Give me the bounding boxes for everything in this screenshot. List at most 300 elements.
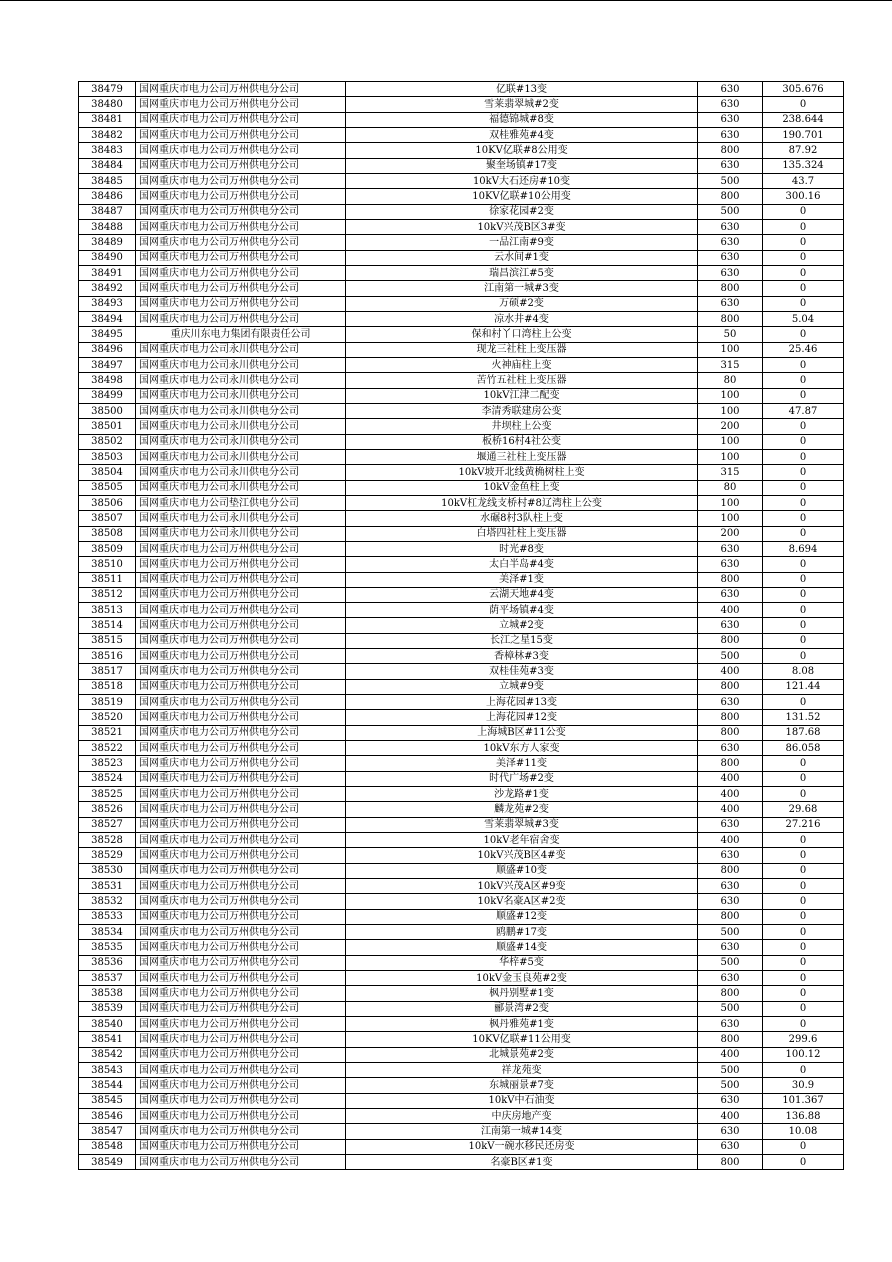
org-cell: 国网重庆市电力公司永川供电分公司 [136, 388, 346, 403]
table-row [79, 296, 844, 311]
org-cell: 国网重庆市电力公司万州供电分公司 [136, 158, 346, 173]
org-cell: 国网重庆市电力公司万州供电分公司 [136, 1108, 346, 1123]
capacity-cell: 200 [698, 526, 763, 541]
table-row [79, 863, 844, 878]
capacity-cell: 630 [698, 97, 763, 112]
org-cell: 国网重庆市电力公司万州供电分公司 [136, 1063, 346, 1078]
table-row [79, 373, 844, 388]
table-body [79, 82, 844, 1170]
org-cell: 国网重庆市电力公司万州供电分公司 [136, 281, 346, 296]
capacity-cell: 400 [698, 1108, 763, 1123]
table-row [79, 817, 844, 832]
capacity-cell: 630 [698, 879, 763, 894]
org-cell: 重庆川东电力集团有限责任公司 [136, 327, 346, 342]
table-row [79, 1139, 844, 1154]
load-cell: 43.7 [763, 173, 844, 188]
load-cell: 0 [763, 787, 844, 802]
table-row [79, 97, 844, 112]
table-row [79, 1017, 844, 1032]
transformer-name-cell: 10kV金玉良苑#2变 [346, 971, 698, 986]
capacity-cell: 400 [698, 787, 763, 802]
table-row [79, 511, 844, 526]
transformer-name-cell: 白塔四社柱上变压器 [346, 526, 698, 541]
org-cell: 国网重庆市电力公司万州供电分公司 [136, 204, 346, 219]
capacity-cell: 500 [698, 173, 763, 188]
capacity-cell: 80 [698, 480, 763, 495]
load-cell: 0 [763, 894, 844, 909]
row-id-cell: 38485 [79, 173, 136, 188]
org-cell: 国网重庆市电力公司万州供电分公司 [136, 833, 346, 848]
load-cell: 0 [763, 434, 844, 449]
capacity-cell: 630 [698, 219, 763, 234]
load-cell: 0 [763, 879, 844, 894]
capacity-cell: 630 [698, 618, 763, 633]
row-id-cell: 38482 [79, 127, 136, 142]
org-cell: 国网重庆市电力公司万州供电分公司 [136, 909, 346, 924]
transformer-name-cell: 太白半岛#4变 [346, 557, 698, 572]
table-row [79, 679, 844, 694]
transformer-name-cell: 10kV东方人家变 [346, 741, 698, 756]
load-cell: 0 [763, 833, 844, 848]
row-id-cell: 38538 [79, 986, 136, 1001]
transformer-name-cell: 时代广场#2变 [346, 771, 698, 786]
transformer-name-cell: 上海城B区#11公变 [346, 725, 698, 740]
org-cell: 国网重庆市电力公司万州供电分公司 [136, 250, 346, 265]
table-row [79, 1093, 844, 1108]
row-id-cell: 38517 [79, 664, 136, 679]
table-row [79, 833, 844, 848]
load-cell: 0 [763, 848, 844, 863]
capacity-cell: 800 [698, 1032, 763, 1047]
row-id-cell: 38509 [79, 541, 136, 556]
org-cell: 国网重庆市电力公司万州供电分公司 [136, 1154, 346, 1169]
table-row [79, 82, 844, 97]
load-cell: 0 [763, 587, 844, 602]
transformer-name-cell: 10kV大石还房#10变 [346, 173, 698, 188]
transformer-name-cell: 香樟林#3变 [346, 649, 698, 664]
row-id-cell: 38531 [79, 879, 136, 894]
capacity-cell: 630 [698, 112, 763, 127]
capacity-cell: 800 [698, 1154, 763, 1169]
org-cell: 国网重庆市电力公司万州供电分公司 [136, 863, 346, 878]
org-cell: 国网重庆市电力公司万州供电分公司 [136, 603, 346, 618]
row-id-cell: 38487 [79, 204, 136, 219]
capacity-cell: 500 [698, 955, 763, 970]
org-cell: 国网重庆市电力公司万州供电分公司 [136, 1017, 346, 1032]
capacity-cell: 400 [698, 802, 763, 817]
table-row [79, 925, 844, 940]
row-id-cell: 38496 [79, 342, 136, 357]
row-id-cell: 38536 [79, 955, 136, 970]
capacity-cell: 500 [698, 204, 763, 219]
org-cell: 国网重庆市电力公司永川供电分公司 [136, 403, 346, 418]
capacity-cell: 400 [698, 833, 763, 848]
row-id-cell: 38522 [79, 741, 136, 756]
transformer-name-cell: 中庆房地产变 [346, 1108, 698, 1123]
load-cell: 0 [763, 756, 844, 771]
capacity-cell: 630 [698, 1017, 763, 1032]
transformer-name-cell: 美泽#11变 [346, 756, 698, 771]
load-cell: 0 [763, 909, 844, 924]
table-row [79, 1047, 844, 1062]
table-row [79, 219, 844, 234]
transformer-name-cell: 郦景湾#2变 [346, 1001, 698, 1016]
capacity-cell: 100 [698, 403, 763, 418]
table-row [79, 955, 844, 970]
transformer-name-cell: 麟龙苑#2变 [346, 802, 698, 817]
load-cell: 0 [763, 495, 844, 510]
row-id-cell: 38499 [79, 388, 136, 403]
capacity-cell: 100 [698, 449, 763, 464]
capacity-cell: 630 [698, 127, 763, 142]
transformer-name-cell: 顺盛#12变 [346, 909, 698, 924]
load-cell: 0 [763, 572, 844, 587]
org-cell: 国网重庆市电力公司万州供电分公司 [136, 296, 346, 311]
transformer-name-cell: 福德锦城#8变 [346, 112, 698, 127]
load-cell: 47.87 [763, 403, 844, 418]
capacity-cell: 400 [698, 664, 763, 679]
row-id-cell: 38510 [79, 557, 136, 572]
load-cell: 27.216 [763, 817, 844, 832]
transformer-name-cell: 徐家花园#2变 [346, 204, 698, 219]
org-cell: 国网重庆市电力公司永川供电分公司 [136, 449, 346, 464]
transformer-name-cell: 美泽#1变 [346, 572, 698, 587]
table-row [79, 633, 844, 648]
row-id-cell: 38526 [79, 802, 136, 817]
row-id-cell: 38525 [79, 787, 136, 802]
capacity-cell: 400 [698, 603, 763, 618]
capacity-cell: 500 [698, 925, 763, 940]
capacity-cell: 800 [698, 756, 763, 771]
row-id-cell: 38535 [79, 940, 136, 955]
table-row [79, 235, 844, 250]
row-id-cell: 38547 [79, 1124, 136, 1139]
capacity-cell: 800 [698, 725, 763, 740]
load-cell: 0 [763, 97, 844, 112]
table-row [79, 557, 844, 572]
org-cell: 国网重庆市电力公司万州供电分公司 [136, 1124, 346, 1139]
org-cell: 国网重庆市电力公司万州供电分公司 [136, 710, 346, 725]
capacity-cell: 50 [698, 327, 763, 342]
transformer-name-cell: 火神庙柱上变 [346, 357, 698, 372]
row-id-cell: 38524 [79, 771, 136, 786]
transformer-name-cell: 10kV兴茂A区#9变 [346, 879, 698, 894]
capacity-cell: 800 [698, 863, 763, 878]
transformer-name-cell: 北城景苑#2变 [346, 1047, 698, 1062]
table-row [79, 879, 844, 894]
capacity-cell: 630 [698, 1139, 763, 1154]
capacity-cell: 400 [698, 1047, 763, 1062]
table-row [79, 173, 844, 188]
transformer-name-cell: 名豪B区#1变 [346, 1154, 698, 1169]
org-cell: 国网重庆市电力公司永川供电分公司 [136, 357, 346, 372]
table-row [79, 848, 844, 863]
table-row [79, 1124, 844, 1139]
org-cell: 国网重庆市电力公司万州供电分公司 [136, 955, 346, 970]
row-id-cell: 38508 [79, 526, 136, 541]
transformer-name-cell: 枫丹别墅#1变 [346, 986, 698, 1001]
load-cell: 10.08 [763, 1124, 844, 1139]
row-id-cell: 38539 [79, 1001, 136, 1016]
row-id-cell: 38541 [79, 1032, 136, 1047]
table-row [79, 741, 844, 756]
row-id-cell: 38494 [79, 311, 136, 326]
load-cell: 0 [763, 940, 844, 955]
row-id-cell: 38488 [79, 219, 136, 234]
capacity-cell: 800 [698, 572, 763, 587]
transformer-name-cell: 堰通三社柱上变压器 [346, 449, 698, 464]
row-id-cell: 38513 [79, 603, 136, 618]
transformer-name-cell: 上海花园#13变 [346, 695, 698, 710]
org-cell: 国网重庆市电力公司万州供电分公司 [136, 679, 346, 694]
table-row [79, 449, 844, 464]
row-id-cell: 38493 [79, 296, 136, 311]
load-cell: 305.676 [763, 82, 844, 97]
load-cell: 0 [763, 511, 844, 526]
org-cell: 国网重庆市电力公司万州供电分公司 [136, 879, 346, 894]
org-cell: 国网重庆市电力公司万州供电分公司 [136, 265, 346, 280]
table-row [79, 664, 844, 679]
table-row [79, 357, 844, 372]
transformer-name-cell: 沙龙路#1变 [346, 787, 698, 802]
capacity-cell: 500 [698, 1078, 763, 1093]
row-id-cell: 38506 [79, 495, 136, 510]
transformer-name-cell: 10KV亿联#10公用变 [346, 189, 698, 204]
transformer-name-cell: 10kV兴茂B区3#变 [346, 219, 698, 234]
capacity-cell: 630 [698, 250, 763, 265]
row-id-cell: 38511 [79, 572, 136, 587]
capacity-cell: 800 [698, 986, 763, 1001]
capacity-cell: 100 [698, 434, 763, 449]
table-row [79, 971, 844, 986]
row-id-cell: 38480 [79, 97, 136, 112]
capacity-cell: 630 [698, 817, 763, 832]
transformer-name-cell: 荫平场镇#4变 [346, 603, 698, 618]
row-id-cell: 38523 [79, 756, 136, 771]
capacity-cell: 630 [698, 541, 763, 556]
capacity-cell: 630 [698, 82, 763, 97]
transformer-name-cell: 10kV杠龙线支桥村#8辽湾柱上公变 [346, 495, 698, 510]
transformer-name-cell: 上海花园#12变 [346, 710, 698, 725]
row-id-cell: 38498 [79, 373, 136, 388]
table-row [79, 710, 844, 725]
org-cell: 国网重庆市电力公司万州供电分公司 [136, 112, 346, 127]
capacity-cell: 100 [698, 342, 763, 357]
table-row [79, 495, 844, 510]
org-cell: 国网重庆市电力公司万州供电分公司 [136, 664, 346, 679]
capacity-cell: 630 [698, 741, 763, 756]
table-row [79, 940, 844, 955]
org-cell: 国网重庆市电力公司万州供电分公司 [136, 940, 346, 955]
org-cell: 国网重庆市电力公司万州供电分公司 [136, 541, 346, 556]
row-id-cell: 38501 [79, 419, 136, 434]
row-id-cell: 38518 [79, 679, 136, 694]
capacity-cell: 80 [698, 373, 763, 388]
org-cell: 国网重庆市电力公司万州供电分公司 [136, 925, 346, 940]
org-cell: 国网重庆市电力公司万州供电分公司 [136, 173, 346, 188]
capacity-cell: 630 [698, 848, 763, 863]
table-row [79, 771, 844, 786]
org-cell: 国网重庆市电力公司万州供电分公司 [136, 557, 346, 572]
transformer-name-cell: 10kV一碗水移民还房变 [346, 1139, 698, 1154]
org-cell: 国网重庆市电力公司永川供电分公司 [136, 511, 346, 526]
org-cell: 国网重庆市电力公司万州供电分公司 [136, 618, 346, 633]
capacity-cell: 800 [698, 143, 763, 158]
load-cell: 131.52 [763, 710, 844, 725]
table-row [79, 327, 844, 342]
load-cell: 0 [763, 1154, 844, 1169]
transformer-name-cell: 立城#9变 [346, 679, 698, 694]
load-cell: 0 [763, 695, 844, 710]
capacity-cell: 630 [698, 587, 763, 602]
transformer-name-cell: 凉水井#4变 [346, 311, 698, 326]
load-cell: 299.6 [763, 1032, 844, 1047]
transformer-name-cell: 10kV江津二配变 [346, 388, 698, 403]
capacity-cell: 500 [698, 1001, 763, 1016]
transformer-name-cell: 枫丹雅苑#1变 [346, 1017, 698, 1032]
row-id-cell: 38534 [79, 925, 136, 940]
transformer-name-cell: 雪莱翡翠城#2变 [346, 97, 698, 112]
load-cell: 0 [763, 1017, 844, 1032]
org-cell: 国网重庆市电力公司万州供电分公司 [136, 1139, 346, 1154]
org-cell: 国网重庆市电力公司万州供电分公司 [136, 82, 346, 97]
table-row [79, 158, 844, 173]
load-cell: 8.08 [763, 664, 844, 679]
row-id-cell: 38490 [79, 250, 136, 265]
load-cell: 187.68 [763, 725, 844, 740]
load-cell: 8.694 [763, 541, 844, 556]
org-cell: 国网重庆市电力公司万州供电分公司 [136, 725, 346, 740]
load-cell: 0 [763, 526, 844, 541]
load-cell: 190.701 [763, 127, 844, 142]
row-id-cell: 38530 [79, 863, 136, 878]
row-id-cell: 38546 [79, 1108, 136, 1123]
load-cell: 0 [763, 1139, 844, 1154]
table-row [79, 603, 844, 618]
org-cell: 国网重庆市电力公司万州供电分公司 [136, 817, 346, 832]
capacity-cell: 630 [698, 940, 763, 955]
capacity-cell: 630 [698, 158, 763, 173]
load-cell: 0 [763, 603, 844, 618]
load-cell: 0 [763, 925, 844, 940]
table-row [79, 419, 844, 434]
table-row [79, 480, 844, 495]
org-cell: 国网重庆市电力公司万州供电分公司 [136, 741, 346, 756]
org-cell: 国网重庆市电力公司万州供电分公司 [136, 633, 346, 648]
org-cell: 国网重庆市电力公司万州供电分公司 [136, 756, 346, 771]
page-top-rule [0, 0, 892, 1]
load-cell: 0 [763, 235, 844, 250]
transformer-name-cell: 顺盛#10变 [346, 863, 698, 878]
load-cell: 0 [763, 480, 844, 495]
load-cell: 30.9 [763, 1078, 844, 1093]
row-id-cell: 38486 [79, 189, 136, 204]
row-id-cell: 38503 [79, 449, 136, 464]
transformer-name-cell: 万硕#2变 [346, 296, 698, 311]
transformer-name-cell: 祥龙苑变 [346, 1063, 698, 1078]
row-id-cell: 38542 [79, 1047, 136, 1062]
transformer-name-cell: 板桥16村4社公变 [346, 434, 698, 449]
org-cell: 国网重庆市电力公司万州供电分公司 [136, 848, 346, 863]
transformer-name-cell: 双桂雅苑#4变 [346, 127, 698, 142]
row-id-cell: 38549 [79, 1154, 136, 1169]
row-id-cell: 38545 [79, 1093, 136, 1108]
transformer-name-cell: 井坝柱上公变 [346, 419, 698, 434]
row-id-cell: 38519 [79, 695, 136, 710]
capacity-cell: 100 [698, 388, 763, 403]
row-id-cell: 38548 [79, 1139, 136, 1154]
load-cell: 300.16 [763, 189, 844, 204]
load-cell: 29.68 [763, 802, 844, 817]
table-row [79, 618, 844, 633]
load-cell: 0 [763, 204, 844, 219]
load-cell: 0 [763, 771, 844, 786]
org-cell: 国网重庆市电力公司万州供电分公司 [136, 971, 346, 986]
table-row [79, 281, 844, 296]
capacity-cell: 800 [698, 909, 763, 924]
load-cell: 0 [763, 633, 844, 648]
table-row [79, 587, 844, 602]
table-row [79, 265, 844, 280]
table-row [79, 787, 844, 802]
capacity-cell: 100 [698, 495, 763, 510]
row-id-cell: 38527 [79, 817, 136, 832]
transformer-name-cell: 保和村丫口湾柱上公变 [346, 327, 698, 342]
table-row [79, 1032, 844, 1047]
transformer-name-cell: 10KV亿联#8公用变 [346, 143, 698, 158]
table-row [79, 465, 844, 480]
load-cell: 0 [763, 296, 844, 311]
row-id-cell: 38491 [79, 265, 136, 280]
row-id-cell: 38529 [79, 848, 136, 863]
load-cell: 0 [763, 986, 844, 1001]
load-cell: 0 [763, 1063, 844, 1078]
capacity-cell: 800 [698, 633, 763, 648]
org-cell: 国网重庆市电力公司万州供电分公司 [136, 649, 346, 664]
transformer-name-cell: 云湖天地#4变 [346, 587, 698, 602]
row-id-cell: 38515 [79, 633, 136, 648]
capacity-cell: 630 [698, 1124, 763, 1139]
capacity-cell: 500 [698, 649, 763, 664]
row-id-cell: 38537 [79, 971, 136, 986]
org-cell: 国网重庆市电力公司万州供电分公司 [136, 587, 346, 602]
capacity-cell: 630 [698, 1093, 763, 1108]
org-cell: 国网重庆市电力公司永川供电分公司 [136, 526, 346, 541]
row-id-cell: 38533 [79, 909, 136, 924]
table-row [79, 1154, 844, 1169]
capacity-cell: 630 [698, 557, 763, 572]
transformer-name-cell: 10kV中石油变 [346, 1093, 698, 1108]
row-id-cell: 38543 [79, 1063, 136, 1078]
table-row [79, 204, 844, 219]
load-cell: 100.12 [763, 1047, 844, 1062]
load-cell: 0 [763, 419, 844, 434]
transformer-name-cell: 长江之星15变 [346, 633, 698, 648]
capacity-cell: 630 [698, 235, 763, 250]
row-id-cell: 38544 [79, 1078, 136, 1093]
capacity-cell: 800 [698, 710, 763, 725]
row-id-cell: 38520 [79, 710, 136, 725]
load-cell: 136.88 [763, 1108, 844, 1123]
table-row [79, 1001, 844, 1016]
capacity-cell: 630 [698, 971, 763, 986]
load-cell: 0 [763, 649, 844, 664]
load-cell: 0 [763, 265, 844, 280]
table-row [79, 572, 844, 587]
load-cell: 25.46 [763, 342, 844, 357]
org-cell: 国网重庆市电力公司永川供电分公司 [136, 465, 346, 480]
transformer-name-cell: 华梓#5变 [346, 955, 698, 970]
